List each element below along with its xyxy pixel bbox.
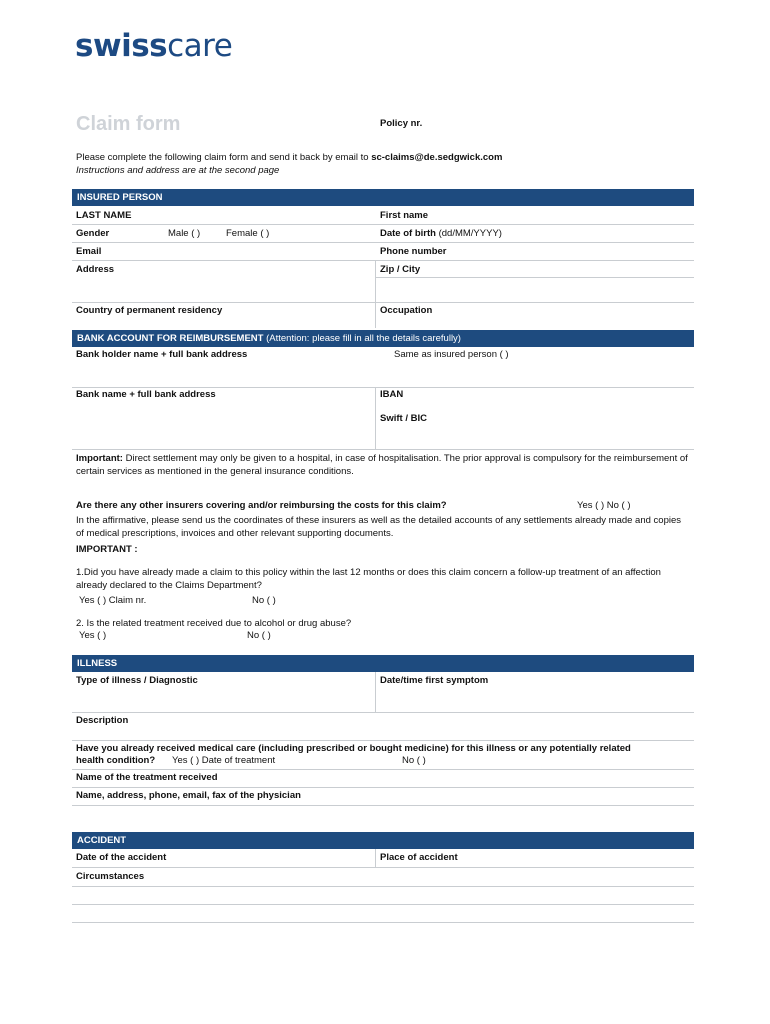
important-notice-text: Direct settlement may only be given to a hospital, in case of hospitalisation. The prior approval is compulsory for the reimbursement of certain services as mentioned in the general insurance conditions.: [76, 453, 688, 477]
section-band-insured-person: INSURED PERSON: [72, 189, 694, 206]
row-divider: [376, 277, 694, 278]
column-divider: [375, 849, 376, 867]
question-1-no[interactable]: No ( ): [252, 595, 276, 606]
intro-email-link[interactable]: sc-claims@de.sedgwick.com: [371, 152, 503, 163]
bank-band-title: BANK ACCOUNT FOR REIMBURSEMENT: [77, 333, 264, 344]
phone-number-label: Phone number: [380, 246, 447, 257]
row-divider: [72, 886, 694, 887]
date-first-symptom-label: Date/time first symptom: [380, 675, 489, 686]
intro-text-main: Please complete the following claim form and send it back by email to: [76, 152, 372, 163]
medical-care-question: Have you already received medical care (including prescribed or bought medicine) for this illness or any potentially related: [76, 743, 631, 754]
country-of-residency-label: Country of permanent residency: [76, 305, 223, 316]
row-divider: [72, 712, 694, 713]
address-label: Address: [76, 264, 115, 275]
question-2-no[interactable]: No ( ): [247, 630, 271, 641]
place-of-accident-label: Place of accident: [380, 852, 458, 863]
row-divider: [72, 867, 694, 868]
important-caps-label: IMPORTANT :: [76, 544, 138, 555]
question-1-text: 1.Did you have already made a claim to this policy within the last 12 months or does this claim concern a follow-up treatment of an affection already declared to the Claims Department?: [76, 567, 661, 591]
row-divider: [72, 740, 694, 741]
important-notice: [76, 453, 691, 478]
other-insurers-yes-no[interactable]: Yes ( ) No ( ): [577, 500, 631, 511]
row-divider: [72, 805, 694, 806]
date-of-accident-label: Date of the accident: [76, 852, 167, 863]
same-as-insured-option[interactable]: Same as insured person ( ): [394, 349, 509, 360]
row-divider: [72, 449, 694, 450]
type-of-illness-label: Type of illness / Diagnostic: [76, 675, 198, 686]
bank-holder-label: Bank holder name + full bank address: [76, 349, 248, 360]
row-divider: [72, 242, 694, 243]
column-divider: [375, 672, 376, 712]
question-2-yes[interactable]: Yes ( ): [79, 630, 107, 641]
other-insurers-question: Are there any other insurers covering and/or reimbursing the costs for this claim?: [76, 500, 447, 511]
section-band-accident: ACCIDENT: [72, 832, 694, 849]
question-1-yes-claim-nr[interactable]: Yes ( ) Claim nr.: [79, 595, 147, 606]
logo-part-swiss: swiss: [75, 28, 168, 64]
policy-number-label: Policy nr.: [380, 118, 423, 129]
last-name-label: LAST NAME: [76, 210, 132, 221]
swift-bic-label: Swift / BIC: [380, 413, 427, 424]
circumstances-label: Circumstances: [76, 871, 145, 882]
physician-details-label: Name, address, phone, email, fax of the physician: [76, 790, 301, 801]
description-label: Description: [76, 715, 129, 726]
date-of-birth-label: [380, 228, 502, 239]
gender-label: Gender: [76, 228, 110, 239]
row-divider: [72, 787, 694, 788]
row-divider: [72, 769, 694, 770]
question-2-text: 2. Is the related treatment received due to alcohol or drug abuse?: [76, 618, 352, 629]
column-divider: [375, 387, 376, 449]
occupation-label: Occupation: [380, 305, 433, 316]
zip-city-label: Zip / City: [380, 264, 421, 275]
row-divider: [72, 387, 694, 388]
medical-care-yes-date[interactable]: Yes ( ) Date of treatment: [172, 755, 276, 766]
iban-label: IBAN: [380, 389, 404, 400]
dob-label-text: Date of birth: [380, 228, 436, 239]
intro-note: Instructions and address are at the second page: [76, 165, 280, 176]
important-notice-label: Important:: [76, 453, 123, 464]
medical-care-question-line2: health condition?: [76, 755, 156, 766]
row-divider: [72, 260, 694, 261]
swisscare-logo: [75, 28, 232, 64]
row-divider: [72, 904, 694, 905]
dob-format-hint: (dd/MM/YYYY): [435, 228, 502, 239]
gender-male-option[interactable]: Male ( ): [168, 228, 201, 239]
logo-part-care: care: [167, 28, 233, 64]
other-insurers-instructions: In the affirmative, please send us the coordinates of these insurers as well as the detailed accounts of any settlements already made and copies of medical prescriptions, invoices and other relevant supporting documents.: [76, 515, 682, 539]
column-divider: [375, 302, 376, 328]
section-band-illness: ILLNESS: [72, 655, 694, 672]
page-title: Claim form: [76, 113, 181, 135]
first-name-label: First name: [380, 210, 429, 221]
row-divider: [72, 302, 694, 303]
gender-female-option[interactable]: Female ( ): [226, 228, 270, 239]
intro-text: [76, 152, 502, 163]
row-divider: [72, 224, 694, 225]
row-divider: [72, 922, 694, 923]
bank-name-label: Bank name + full bank address: [76, 389, 216, 400]
treatment-name-label: Name of the treatment received: [76, 772, 218, 783]
medical-care-no[interactable]: No ( ): [402, 755, 426, 766]
bank-band-note: (Attention: please fill in all the details carefully): [263, 333, 461, 344]
email-label: Email: [76, 246, 102, 257]
section-band-bank-account: [72, 330, 694, 347]
column-divider: [375, 260, 376, 302]
